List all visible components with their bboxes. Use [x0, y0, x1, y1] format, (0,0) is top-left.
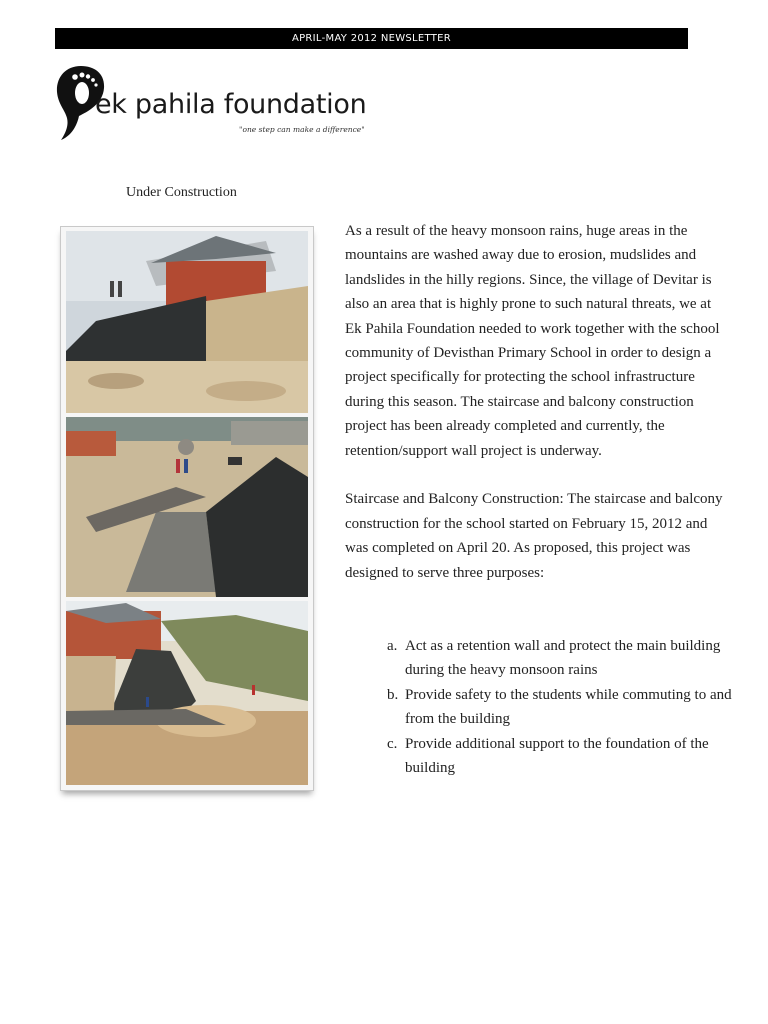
list-item	[387, 683, 735, 732]
intro-paragraph: As a result of the heavy monsoon rains, huge areas in the mountains are washed away due to erosion, mudslides and landslides in the hilly regions. Since, the village of Devitar is also an area that is highly prone to such natural threats, we at Ek Pahila Foundation needed to work together with the school community of Devisthan Primary School in order to design a project specifically for protecting the school infrastructure during this season. The staircase and balcony construction project has been already completed and currently, the retention/support wall project is underway.	[345, 223, 720, 459]
list-item-text: Provide safety to the students while commuting to and from the building	[405, 686, 732, 728]
logo-tagline: "one step can make a difference"	[239, 125, 365, 134]
photo-collage	[60, 226, 314, 791]
foundation-logo	[55, 62, 365, 146]
list-item	[387, 634, 735, 683]
list-letter: a.	[387, 638, 398, 654]
staircase-paragraph: Staircase and Balcony Construction: The staircase and balcony construction for the school started on February 15, 2012 and was completed on April 20. As proposed, this project was designed to serve three purposes:	[345, 491, 723, 581]
list-item-text: Provide additional support to the foundation of the building	[405, 735, 709, 777]
list-item	[387, 732, 735, 781]
staircase-photo	[66, 417, 308, 597]
purpose-list	[387, 634, 735, 780]
list-letter: c.	[387, 735, 398, 752]
school-wall-photo	[66, 231, 308, 413]
list-item-text: Act as a retention wall and protect the main building during the heavy monsoon rains	[405, 638, 721, 679]
section-title: Under Construction	[126, 185, 237, 200]
newsletter-banner: APRIL-MAY 2012 NEWSLETTER	[55, 28, 688, 49]
list-letter: b.	[387, 686, 399, 703]
logo-name: ek pahila foundation	[95, 89, 367, 120]
retention-wall-photo	[66, 601, 308, 785]
article-body	[345, 219, 725, 609]
